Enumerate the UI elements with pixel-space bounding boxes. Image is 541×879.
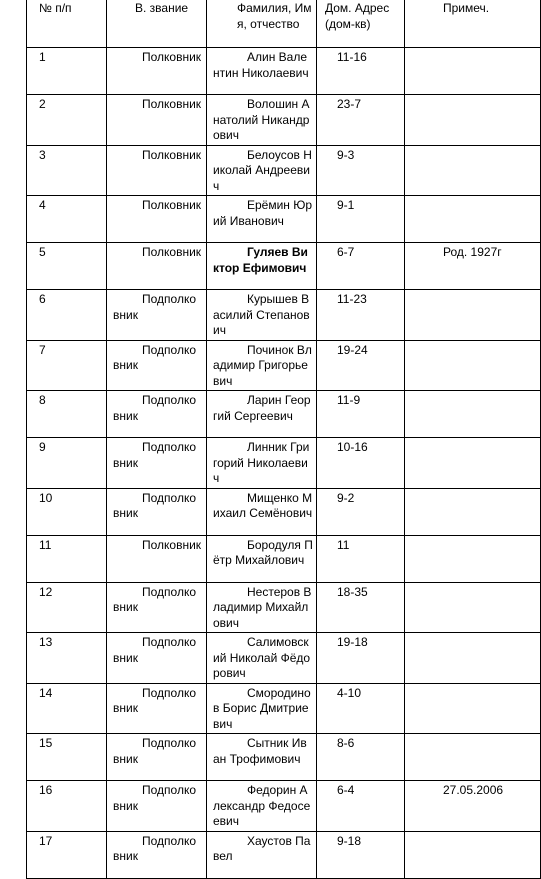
table-row [27, 438, 541, 489]
row-rank [107, 535, 207, 582]
row-rank-text: Полковник [142, 97, 202, 111]
row-number: 7 [27, 340, 107, 391]
row-rank-text: Полковник [142, 147, 202, 162]
row-rank [107, 95, 207, 146]
row-number: 2 [27, 95, 107, 146]
row-rank-text: Подполковник [113, 292, 197, 322]
row-full-name-text: Белоусов Николай Андреевич [213, 147, 312, 193]
row-full-name [207, 243, 317, 290]
row-full-name-text: Бородуля Пётр Михайлович [213, 537, 313, 567]
table-row [27, 48, 541, 95]
header-rank: В. звание [107, 0, 207, 48]
row-full-name-text: Гуляев Виктор Ефимович [213, 245, 308, 275]
row-note [405, 535, 541, 582]
row-note [405, 781, 541, 832]
row-rank [107, 391, 207, 438]
row-full-name-text: Хаустов Павел [213, 833, 311, 863]
row-rank-text: Подполковник [113, 783, 197, 813]
row-full-name-text: Починок Владимир Григорьевич [213, 342, 312, 388]
table-row [27, 535, 541, 582]
row-home-address: 11-23 [317, 290, 405, 341]
row-home-address: 9-2 [317, 488, 405, 535]
row-full-name [207, 781, 317, 832]
row-number: 15 [27, 734, 107, 781]
row-full-name-text: Мищенко Михаил Семёнович [213, 490, 313, 520]
row-note-text: Род. 1927г [443, 245, 502, 259]
row-note [405, 734, 541, 781]
row-full-name-text: Федорин Александр Федосеевич [213, 783, 311, 828]
row-full-name-text: Линник Григорий Николаевич [213, 440, 310, 485]
row-rank [107, 781, 207, 832]
row-full-name [207, 734, 317, 781]
row-home-address: 8-6 [317, 734, 405, 781]
row-number: 11 [27, 535, 107, 582]
row-home-address: 11-16 [317, 48, 405, 95]
row-number: 13 [27, 633, 107, 684]
row-number: 1 [27, 48, 107, 95]
row-rank-text: Подполковник [113, 635, 197, 665]
row-home-address: 11 [317, 535, 405, 582]
row-number: 10 [27, 488, 107, 535]
row-full-name-text: Волошин Анатолий Никандрович [213, 97, 310, 142]
row-full-name-text: Ларин Георгий Сергеевич [213, 393, 311, 423]
row-note [405, 488, 541, 535]
row-rank [107, 831, 207, 878]
row-full-name-text: Алин Валентин Николаевич [213, 50, 309, 80]
row-note [405, 48, 541, 95]
row-rank-text: Полковник [142, 50, 202, 64]
row-note [405, 196, 541, 243]
row-note [405, 582, 541, 633]
row-rank [107, 340, 207, 391]
row-number: 3 [27, 145, 107, 196]
row-note [405, 391, 541, 438]
header-home-address: Дом. Адрес (дом-кв) [317, 0, 405, 48]
row-number: 8 [27, 391, 107, 438]
row-full-name [207, 48, 317, 95]
row-home-address: 19-18 [317, 633, 405, 684]
row-rank-text: Подполковник [113, 490, 197, 520]
row-rank [107, 438, 207, 489]
row-note [405, 95, 541, 146]
row-number: 9 [27, 438, 107, 489]
row-rank [107, 683, 207, 734]
row-full-name [207, 340, 317, 391]
table-row [27, 95, 541, 146]
row-number: 6 [27, 290, 107, 341]
row-home-address: 23-7 [317, 95, 405, 146]
row-full-name [207, 145, 317, 196]
row-full-name [207, 535, 317, 582]
row-rank [107, 196, 207, 243]
row-rank [107, 488, 207, 535]
row-rank-text: Полковник [142, 537, 202, 552]
row-rank-text: Подполковник [113, 393, 197, 423]
row-rank-text: Полковник [142, 198, 202, 212]
row-full-name [207, 290, 317, 341]
row-rank [107, 734, 207, 781]
table-row [27, 831, 541, 878]
row-rank [107, 290, 207, 341]
row-full-name [207, 831, 317, 878]
row-rank [107, 48, 207, 95]
row-full-name-text: Нестеров Владимир Михайлович [213, 584, 312, 630]
row-home-address: 6-7 [317, 243, 405, 290]
row-home-address: 9-3 [317, 145, 405, 196]
row-rank-text: Подполковник [113, 736, 197, 766]
row-note [405, 145, 541, 196]
row-full-name-text: Смородинов Борис Дмитриевич [213, 685, 311, 731]
row-full-name [207, 683, 317, 734]
row-rank [107, 633, 207, 684]
table-row [27, 340, 541, 391]
row-note [405, 831, 541, 878]
table-row [27, 633, 541, 684]
row-rank [107, 243, 207, 290]
table-row [27, 196, 541, 243]
table-row [27, 582, 541, 633]
row-rank-text: Подполковник [113, 833, 197, 863]
row-home-address: 6-4 [317, 781, 405, 832]
row-note [405, 290, 541, 341]
row-full-name [207, 633, 317, 684]
row-full-name [207, 95, 317, 146]
row-number: 14 [27, 683, 107, 734]
row-number: 16 [27, 781, 107, 832]
table-row [27, 488, 541, 535]
row-rank-text: Подполковник [113, 685, 197, 715]
row-home-address: 9-18 [317, 831, 405, 878]
row-note [405, 633, 541, 684]
row-home-address: 19-24 [317, 340, 405, 391]
row-full-name [207, 438, 317, 489]
header-number: № п/п [27, 0, 107, 48]
row-rank-text: Подполковник [113, 342, 197, 372]
row-note-text: 27.05.2006 [443, 783, 504, 797]
row-number: 12 [27, 582, 107, 633]
row-full-name [207, 582, 317, 633]
row-home-address: 9-1 [317, 196, 405, 243]
row-number: 4 [27, 196, 107, 243]
table-row [27, 781, 541, 832]
row-home-address: 4-10 [317, 683, 405, 734]
table-row [27, 683, 541, 734]
row-full-name-text: Сытник Иван Трофимович [213, 736, 307, 766]
row-home-address: 11-9 [317, 391, 405, 438]
row-rank [107, 145, 207, 196]
header-note: Примеч. [405, 0, 541, 48]
row-full-name-text: Салимовский Николай Фёдорович [213, 635, 311, 680]
row-note [405, 438, 541, 489]
row-full-name [207, 196, 317, 243]
row-full-name-text: Ерёмин Юрий Иванович [213, 198, 313, 228]
header-full-name: Фамилия, Имя, отчество [207, 0, 317, 48]
row-full-name [207, 488, 317, 535]
row-number: 17 [27, 831, 107, 878]
row-note [405, 243, 541, 290]
table-row [27, 290, 541, 341]
row-rank-text: Подполковник [113, 440, 197, 470]
row-rank [107, 582, 207, 633]
table-row [27, 391, 541, 438]
table-header-row [27, 0, 541, 48]
row-number: 5 [27, 243, 107, 290]
row-full-name [207, 391, 317, 438]
officers-table [26, 0, 541, 879]
row-home-address: 10-16 [317, 438, 405, 489]
table-row [27, 145, 541, 196]
row-note [405, 683, 541, 734]
row-note [405, 340, 541, 391]
row-rank-text: Подполковник [113, 584, 197, 614]
table-row [27, 243, 541, 290]
row-full-name-text: Курышев Василий Степанович [213, 292, 310, 337]
row-home-address: 18-35 [317, 582, 405, 633]
table-row [27, 734, 541, 781]
row-rank-text: Полковник [142, 245, 202, 259]
